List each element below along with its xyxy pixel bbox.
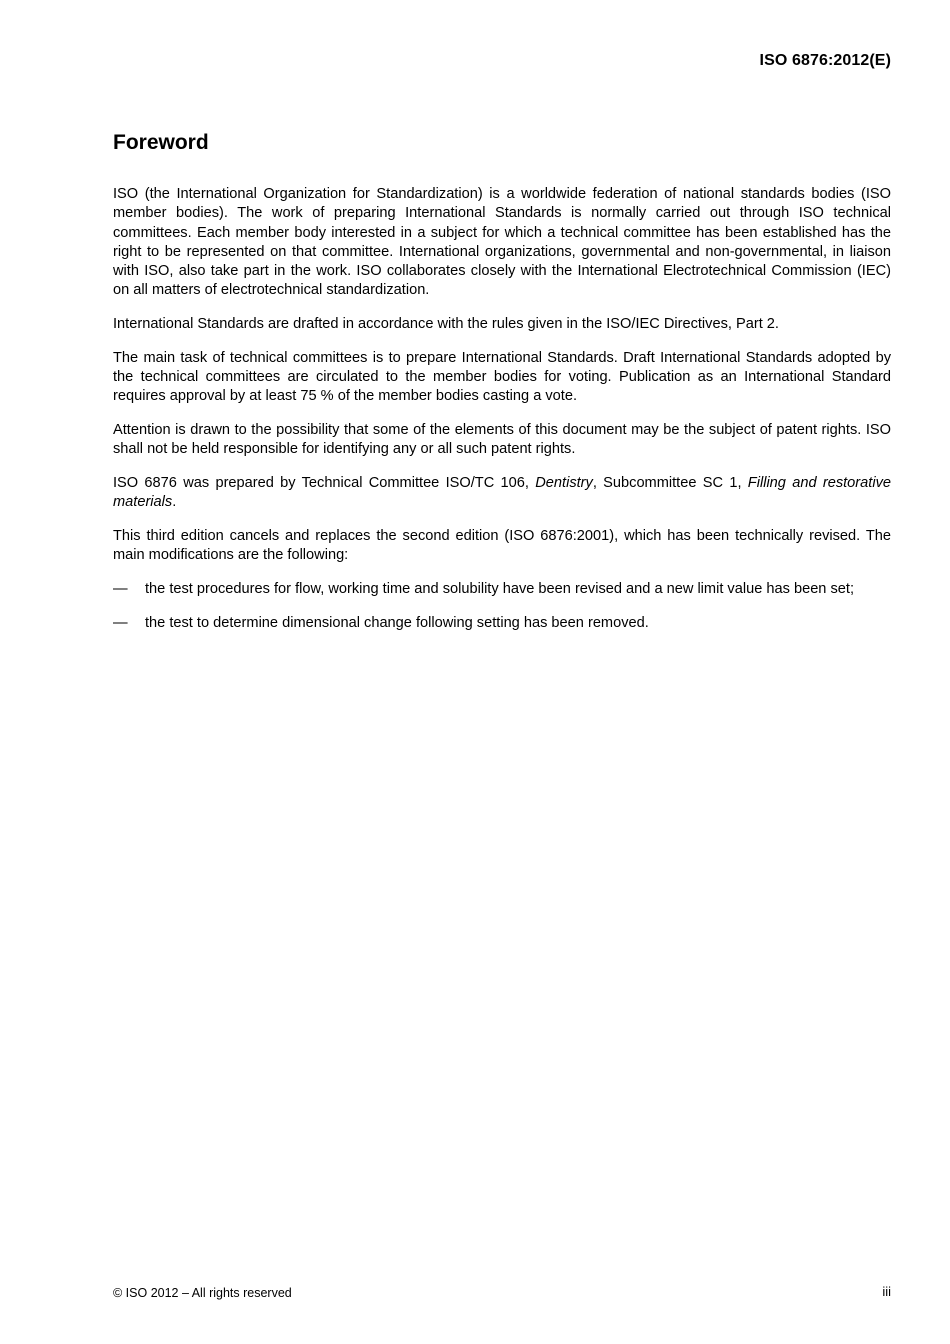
prepared-by-text-3: . <box>172 494 177 511</box>
paragraph-patent-rights: Attention is drawn to the possibility that some of the elements of this document may be the subject of patent rights. ISO shall not be held responsible for identifying any or all such patent rights. <box>113 422 891 458</box>
prepared-by-text-1: ISO 6876 was prepared by Technical Committee ISO/TC 106, <box>113 475 536 492</box>
list-item-text: the test to determine dimensional change following setting has been removed. <box>145 614 649 631</box>
prepared-by-text-2: , Subcommittee SC 1, <box>592 475 748 492</box>
section-title: Foreword <box>113 131 209 154</box>
list-item-text: the test procedures for flow, working time and solubility have been revised and a new limit value has been set; <box>145 581 855 598</box>
paragraph-edition-notice: This third edition cancels and replaces the second edition (ISO 6876:2001), which has been technically revised. The main modifications are the following: <box>113 528 891 564</box>
list-item <box>113 614 891 633</box>
dash-bullet: — <box>113 614 128 631</box>
paragraph-iso-intro: ISO (the International Organization for Standardization) is a worldwide federation of national standards bodies (ISO member bodies). The work of preparing International Standards is normally carried out through ISO technical committees. Each member body interested in a subject for which a technical committee has been established has the right to be represented on that committee. International organizations, governmental and non-governmental, in liaison with ISO, also take part in the work. ISO collaborates closely with the International Electrotechnical Commission (IEC) on all matters of electrotechnical standardization. <box>113 186 891 299</box>
paragraph-technical-committees: The main task of technical committees is to prepare International Standards. Draft International Standards adopted by the technical committees are circulated to the member bodies for voting. Publication as an International Standard requires approval by at least 75 % of the member bodies casting a vote. <box>113 349 891 405</box>
copyright-footer: © ISO 2012 – All rights reserved <box>113 1286 292 1300</box>
subcommittee-name: Filling and restorative materials <box>113 475 891 511</box>
paragraph-drafting-rules: International Standards are drafted in accordance with the rules given in the ISO/IEC Directives, Part 2. <box>113 316 779 333</box>
list-item <box>113 580 891 599</box>
document-id-header: ISO 6876:2012(E) <box>759 52 891 69</box>
page-number: iii <box>882 1284 891 1299</box>
dash-bullet: — <box>113 581 128 598</box>
modifications-list <box>113 580 891 633</box>
foreword-section <box>113 128 891 647</box>
committee-name: Dentistry <box>535 475 593 492</box>
paragraph-prepared-by <box>113 474 891 513</box>
